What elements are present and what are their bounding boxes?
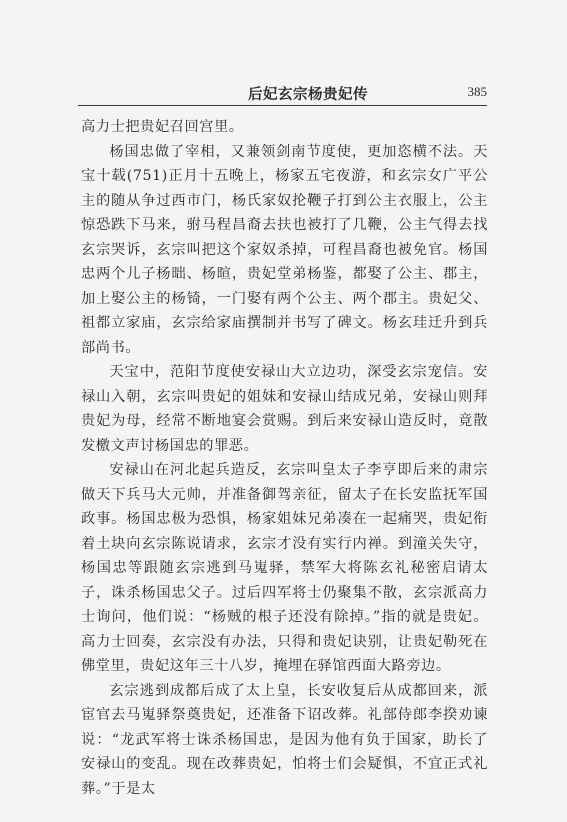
paragraph-continued: 高力士把贵妃召回宫里。 [81,119,244,135]
body-text [81,115,488,801]
paragraph: 天宝中，范阳节度使安禄山大立边功，深受玄宗宠信。安禄山入朝，玄宗叫贵妃的姐妹和安禄山结成兄弟，安禄山则拜贵妃为母，经常不断地宴会赏赐。到后来安禄山造反时，竟散发檄文声讨杨国忠的罪恶。 [81,364,488,454]
paragraph: 杨国忠做了宰相，又兼领剑南节度使，更加恣横不法。天宝十载(751)正月十五晚上，杨家五宅夜游，和玄宗女广平公主的随从争过西市门，杨氏家奴抡鞭子打到公主衣服上，公主惊恐跌下马来，驸马程昌裔去扶也被打了几鞭，公主气得去找玄宗哭诉，玄宗叫把这个家奴杀掉，可程昌裔也被免官。杨国忠两个儿子杨昢、杨暄，贵妃堂弟杨鉴，都娶了公主、郡主，加上娶公主的杨锜，一门娶有两个公主、两个郡主。贵妃父、祖都立家庙，玄宗给家庙撰制并书写了碑文。杨玄珪迁升到兵部尚书。 [81,143,488,356]
page-number: 385 [467,84,487,99]
running-header [78,83,487,106]
running-title: 后妃玄宗杨贵妃传 [248,86,368,103]
paragraph: 玄宗逃到成都后成了太上皇，长安收复后从成都回来，派宦官去马嵬驿祭奠贵妃，还准备下诏改葬。礼部侍郎李揆劝谏说：“龙武军将士诛杀杨国忠，是因为他有负于国家，助长了安禄山的变乱。现在改葬贵妃，怕将士们会疑惧，不宜正式礼葬。”于是太 [81,682,488,797]
paragraph: 安禄山在河北起兵造反，玄宗叫皇太子李亨即后来的肃宗做天下兵马大元帅，并准备御驾亲征，留太子在长安监抚军国政事。杨国忠极为恐惧，杨家姐妹兄弟凑在一起痛哭，贵妃衔着土块向玄宗陈说请求，玄宗才没有实行内禅。到潼关失守，杨国忠等跟随玄宗逃到马嵬驿，禁军大将陈玄礼秘密启请太子，诛杀杨国忠父子。过后四军将士仍聚集不散，玄宗派高力士询问，他们说：“杨贼的根子还没有除掉。”指的就是贵妃。高力士回奏，玄宗没有办法，只得和贵妃诀别，让贵妃勒死在佛堂里，贵妃这年三十八岁，掩埋在驿馆西面大路旁边。 [81,462,488,674]
